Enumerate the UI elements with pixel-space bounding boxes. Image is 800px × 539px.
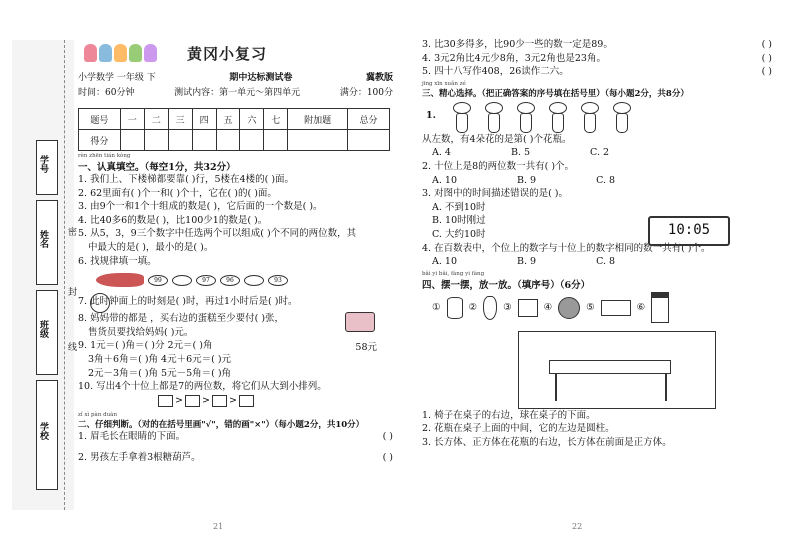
fish-icon: [96, 273, 144, 287]
bubble: 96: [220, 275, 240, 286]
name-box: 姓名: [36, 200, 58, 285]
chair-icon: [651, 292, 669, 323]
question: 9. 1元＝( )角＝( )分 2元＝( )角: [78, 340, 213, 352]
subject: 小学数学 一年级 下: [78, 73, 156, 83]
clock-icon: [90, 293, 110, 313]
header-logo: [78, 38, 393, 68]
bubble: 93: [268, 275, 288, 286]
question: 10. 写出4个十位上都是7的两位数，将它们从大到小排列。: [78, 381, 327, 393]
pinyin: bǎi yi bǎi, fàng yi fàng: [422, 270, 485, 277]
question: 1. 我们上、下楼梯都要靠( )行，5楼在4楼的( )面。: [78, 174, 295, 185]
answer-paren: ( ): [761, 52, 772, 64]
question: 5. 四十八写作408，26读作二六。: [422, 66, 569, 78]
school-box: 学校: [36, 380, 58, 490]
answer-paren: ( ): [761, 39, 772, 50]
fish-pattern: [96, 268, 393, 292]
section-1-title: 一、认真填空。（每空1分，共32分）: [78, 162, 236, 173]
table-scene: [518, 331, 716, 409]
cut-char: 密: [68, 228, 78, 238]
question: 中最大的是( )，最小的是( )。: [88, 241, 214, 253]
bubble: 97: [196, 275, 216, 286]
digital-clock: 10:05: [648, 216, 730, 246]
cut-char: 封: [68, 288, 78, 298]
question: 2. 62里面有( )个一和( )个十，它在( )的( )面。: [78, 187, 277, 199]
class-box: 班级: [36, 290, 58, 375]
question: 6. 找规律填一填。: [78, 255, 157, 267]
question: 3. 长方体、正方体在花瓶的右边，长方体在前面是正方体。: [422, 436, 672, 448]
time-limit: 时间：60分钟: [78, 88, 135, 98]
answer-paren: ( ): [382, 430, 393, 442]
question: 3. 对图中的时间描述错误的是( )。: [422, 188, 569, 200]
student-id-box: 学号: [36, 140, 58, 195]
cube-icon: [518, 299, 538, 317]
pinyin: zǐ xì pàn duàn: [78, 411, 117, 418]
question: 1. 椅子在桌子的右边，球在桌子的下面。: [422, 409, 596, 421]
full-score: 满分：100分: [339, 88, 393, 98]
question: 售货员要找给妈妈( )元。: [88, 326, 194, 338]
question: 3角＋6角＝( )角 4元＋6元＝( )元: [88, 353, 232, 365]
question: 4. 3元2角比4元少8角，3元2角也是23角。: [422, 52, 606, 64]
score-table: 题号 一 二 三 四 五 六 七 附加题 总分 得分: [78, 108, 390, 151]
cake-icon: [345, 312, 375, 332]
section-3-title: 三、精心选择。（把正确答案的序号填在括号里）（每小题2分，共8分）: [422, 88, 689, 99]
section-2-title: 二、仔细判断。（对的在括号里画"√"，错的画"×"）（每小题2分，共10分）: [78, 419, 365, 430]
ball-icon: [558, 297, 580, 319]
cylinder-icon: [447, 297, 463, 319]
shapes-row: ① ② ③ ④ ⑤ ⑥: [432, 291, 772, 325]
right-page: 3. 比30多得多，比90少一些的数一定是89。 ( ) 4. 3元2角比4元少8角，3元2角也是23角。 ( ) 5. 四十八写作408，26读作二六。 ( ) jīng xīn xuǎn zé 三、精心选择。（把正确答案的序号填在括号里）（每小题2分，共8分） 1. 从左数，有4朵花的是第( )个花瓶。 A. 4 B. 5 C. 2 2. 十位上是8的两位数一共有( )个。 A. 10 B. 9 C. 8 3. 对图中的时间描述错误的是( )。 A. 不到10时 B. 10时刚过 C. 大约10时 10:05 4. 在百数表中，个位上的数字与十位上的数字相同的数一共有( )个。 A. 10 B. 9 C. 8 bǎi yi bǎi, fàng yi fàng 四、摆一摆，放一放。（填序号）（6分） ① ② ③ ④ ⑤ ⑥ 1. 椅子在桌子的右边，球在桌子的下面。 2. 花瓶在桌子上面的中间，它的左边是圆柱。 3. 长方体、正方体在花瓶的右边，长方体在前面是正方体。 22: [422, 39, 772, 531]
vases-illustration: 1.: [452, 99, 772, 133]
left-page: 黄冈小复习 小学数学 一年级 下 期中达标测试卷 冀教版 时间：60分钟 测试内容：第一单元～第四单元 满分：100分 题号 一 二 三 四 五 六 七 附加题 总分 得分 rèn zhēn tián kòng 一、认真填空。（每空1分，共32分） 1. 我们上、下楼梯都要靠( )行，5楼在4楼的( )面。 2. 62里面有( )个一和( )个十，它在( )的( )面。 3. 由9个一和1个十组成的数是( )，它后面的一个数是( )。 4. 比40多6的数是( )，比100少1的数是( )。 5. 从5，3，9三个数字中任选两个可以组成( )个不同的两位数，其 中最大的是( )，最小的是( )。 6. 找规律填一填。 99 97 96 93 7. 此时钟面上的时刻是( )时，再过1小时后是( )时。 8. 妈妈带的都是 ，买右边的蛋糕至少要付( )张， 售货员要找给妈妈( )元。 9. 1元＝( )角＝( )分 2元＝( )角 3角＋6角＝( )角 4元＋6元＝( )元 2元－3角＝( )角 5元－5角＝( )角 58元 10. 写出4个十位上都是7的两位数，将它们从大到小排列。 > > > zǐ xì pàn duàn 二、仔细判断。（对的在括号里画"√"，错的画"×"）（每小题2分，共10分） 1. 眉毛长在眼睛的下面。 ( ) 2. 男孩左手拿着3根糖葫芦。 ( ) 21: [78, 38, 393, 465]
question: 8. 妈妈带的都是 ，买右边的蛋糕至少要付( )张，: [78, 313, 285, 325]
pinyin: rèn zhēn tián kòng: [78, 153, 131, 159]
question: 从左数，有4朵花的是第( )个花瓶。: [422, 133, 572, 145]
question: 5. 从5，3，9三个数字中任选两个可以组成( )个不同的两位数，其: [78, 228, 357, 240]
question: 4. 在百数表中，个位上的数字与十位上的数字相同的数一共有( )个。: [422, 242, 711, 254]
question: 2. 男孩左手拿着3根糖葫芦。: [78, 452, 201, 464]
edition: 冀教版: [365, 73, 393, 83]
cut-line: [64, 40, 65, 510]
question: 3. 比30多得多，比90少一些的数一定是89。: [422, 39, 613, 50]
answer-boxes: > > >: [158, 394, 254, 408]
question: 2元－3角＝( )角 5元－5角＝( )角: [88, 367, 232, 379]
question: 7. 此时钟面上的时刻是( )时，再过1小时后是( )时。: [78, 296, 298, 308]
question: 4. 比40多6的数是( )，比100少1的数是( )。: [78, 214, 268, 226]
section-4-title: 四、摆一摆，放一放。（填序号）（6分）: [422, 279, 591, 291]
vase-icon: [483, 296, 497, 320]
question: 1. 眉毛长在眼睛的下面。: [78, 430, 186, 442]
exam-title: 期中达标测试卷: [229, 73, 293, 83]
bubble: 99: [148, 275, 168, 286]
cake-price: 58元: [355, 342, 377, 354]
answer-paren: ( ): [382, 452, 393, 464]
question: 3. 由9个一和1个十组成的数是( )，它后面的一个数是( )。: [78, 201, 323, 213]
question: 2. 花瓶在桌子上面的中间，它的左边是圆柱。: [422, 423, 615, 435]
cuboid-icon: [601, 300, 631, 316]
test-content: 测试内容：第一单元～第四单元: [174, 88, 301, 98]
table-icon: [549, 360, 671, 374]
kids-illustration: [84, 44, 157, 62]
question: 2. 十位上是8的两位数一共有( )个。: [422, 160, 575, 172]
pinyin: jīng xīn xuǎn zé: [422, 80, 466, 87]
answer-paren: ( ): [761, 66, 772, 78]
brand-title: 黄冈小复习: [187, 44, 268, 63]
cut-char: 线: [68, 343, 78, 353]
